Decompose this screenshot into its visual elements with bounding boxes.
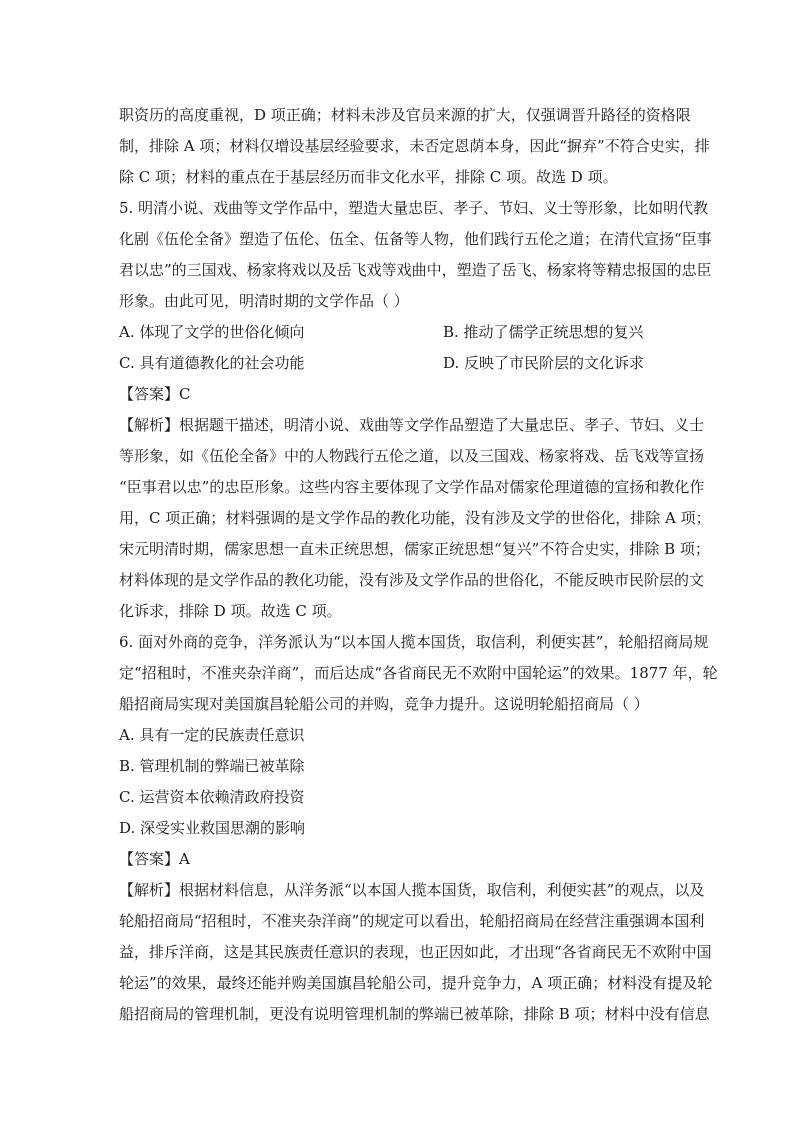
text-line: 船招商局的管理机制，更没有说明管理机制的弊端已被革除，排除 B 项；材料中没有信息 [119, 1005, 710, 1023]
text-line: 化诉求，排除 D 项。故选 C 项。 [119, 602, 342, 620]
text-line: 材料体现的是文学作品的教化功能，没有涉及文学作品的世俗化，不能反映市民阶层的文 [119, 571, 705, 589]
text-line: 船招商局实现对美国旗昌轮船公司的并购，竞争力提升。这说明轮船招商局（ ） [119, 695, 649, 713]
q6-option-d: D. 深受实业救国思潮的影响 [119, 819, 306, 837]
text-line: “臣事君以忠”的忠臣形象。这些内容主要体现了文学作品对儒家伦理道德的宣扬和教化作 [119, 478, 705, 496]
answer-line: 【答案】A [119, 850, 190, 868]
q6-explanation [119, 875, 713, 1030]
text-line: 君以忠”的三国戏、杨家将戏以及岳飞戏等戏曲中，塑造了岳飞、杨家将等精忠报国的忠臣 [119, 261, 712, 279]
q5-option-d: D. 反映了市民阶层的文化诉求 [443, 354, 645, 372]
text-line: 轮船招商局“招租时，不准夹杂洋商”的规定可以看出，轮船招商局在经营注重强调本国利 [119, 912, 705, 930]
q5-explanation [119, 410, 711, 627]
text-line: 职资历的高度重视，D 项正确；材料未涉及官员来源的扩大，仅强调晋升路径的资格限 [119, 106, 691, 124]
text-line: 制，排除 A 项；材料仅增设基层经验要求，未否定恩荫本身，因此“摒弃”不符合史实，排 [119, 137, 710, 155]
text-line: 5. 明清小说、戏曲等文学作品中，塑造大量忠臣、孝子、节妇、义士等形象，比如明代教 [119, 199, 709, 217]
q6-option-c: C. 运营资本依赖清政府投资 [119, 788, 305, 806]
text-line: 轮运”的效果，最终还能并购美国旗昌轮船公司，提升竞争力，A 项正确；材料没有提及轮 [119, 974, 713, 992]
q5-option-c: C. 具有道德教化的社会功能 [119, 354, 305, 372]
q6-options [119, 720, 675, 844]
q5-option-b: B. 推动了儒学正统思想的复兴 [443, 323, 644, 341]
text-line: 化剧《伍伦全备》塑造了伍伦、伍全、伍备等人物，他们践行五伦之道；在清代宣扬“臣事 [119, 230, 712, 248]
q6-answer [119, 844, 675, 875]
text-line: 【解析】根据题干描述，明清小说、戏曲等文学作品塑造了大量忠臣、孝子、节妇、义士 [119, 416, 705, 434]
q5-answer [119, 379, 675, 410]
text-line: 6. 面对外商的竞争，洋务派认为“以本国人揽本国货，取信利，利便实甚”，轮船招商局规 [119, 633, 709, 651]
q6-option-b: B. 管理机制的弊端已被革除 [119, 757, 305, 775]
q6-stem [119, 627, 718, 720]
text-line: 形象。由此可见，明清时期的文学作品（ ） [119, 292, 409, 310]
text-line: 等形象，如《伍伦全备》中的人物践行五伦之道，以及三国戏、杨家将戏、岳飞戏等宣扬 [119, 447, 705, 465]
text-line: 宋元明清时期，儒家思想一直未正统思想，儒家正统思想“复兴”不符合史实，排除 B 项； [119, 540, 710, 558]
text-line: 除 C 项；材料的重点在于基层经历而非文化水平，排除 C 项。故选 D 项。 [119, 168, 618, 186]
q6-option-a: A. 具有一定的民族责任意识 [119, 726, 305, 744]
text-line: 益，排斥洋商，这是其民族责任意识的表现，也正因如此，才出现“各省商民无不欢附中国 [119, 943, 712, 961]
answer-line: 【答案】C [119, 385, 191, 403]
text-line: 定“招租时，不准夹杂洋商”，而后达成“各省商民无不欢附中国轮运”的效果。1877 年，轮 [119, 664, 718, 682]
text-line: 用，C 项正确；材料强调的是文学作品的教化功能，没有涉及文学的世俗化，排除 A 项； [119, 509, 711, 527]
q5-option-a: A. 体现了文学的世俗化倾向 [119, 323, 305, 341]
q5-stem [119, 193, 712, 317]
text-line: 【解析】根据材料信息，从洋务派“以本国人揽本国货，取信利，利便实甚”的观点，以及 [119, 881, 705, 899]
q4-explanation-tail [119, 100, 710, 193]
